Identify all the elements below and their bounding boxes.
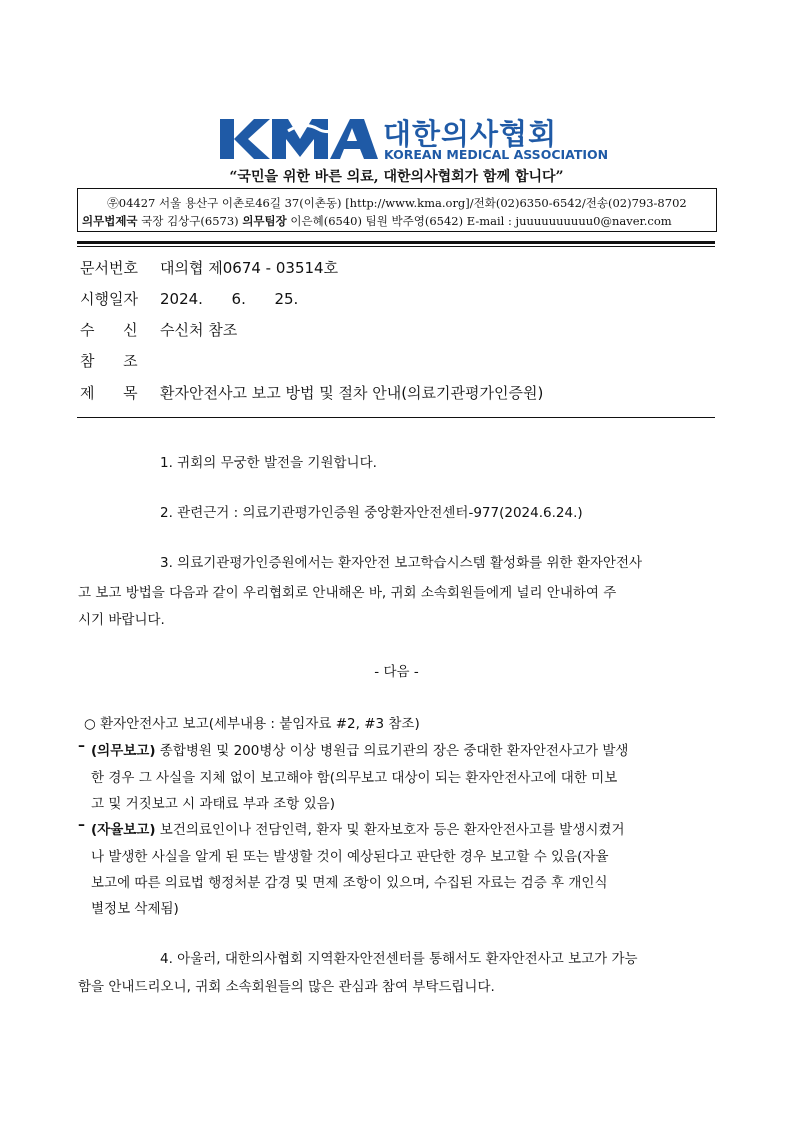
item-2-line-3: 보고에 따른 의료법 행정처분 감경 및 면제 조항이 있으며, 수집된 자료는 검증 후 개인식 (91, 875, 608, 891)
subject-label: 제 목 (80, 384, 138, 402)
doc-number-label: 문서번호 (80, 259, 138, 277)
item-2-line-1 (91, 818, 625, 838)
paragraph-3-line-2: 고 보고 방법을 다음과 같이 우리협회로 안내해온 바, 귀회 소속회원들에게 널리 안내하여 주 (78, 585, 617, 601)
paragraph-1: 1. 귀회의 무궁한 발전을 기원합니다. (160, 455, 377, 471)
next-heading: - 다음 - (374, 664, 419, 680)
dept1-label: 의무법제국 (82, 214, 138, 228)
paragraph-4-line-1: 4. 아울러, 대한의사협회 지역환자안전센터를 통해서도 환자안전사고 보고가 가능 (160, 951, 638, 967)
address-line: ㉾04427 서울 용산구 이촌로46길 37(이촌동) [http://www.kma.org]/전화(02)6350-6542/전송(02)793-8702 (107, 196, 687, 210)
reference-row (80, 350, 160, 371)
header-divider-thin (77, 246, 715, 247)
slogan: “국민을 위한 바른 의료, 대한의사협회가 함께 합니다” (229, 169, 564, 185)
item-1-keyword: (의무보고) (91, 743, 156, 759)
paragraph-3-line-3: 시기 바랍니다. (78, 612, 165, 628)
item-1-line-2: 한 경우 그 사실을 지체 없이 보고해야 함(의무보고 대상이 되는 환자안전사고에 대한 미보 (91, 770, 618, 786)
meta-divider (77, 417, 715, 418)
bullet-dash-1: – (78, 738, 85, 754)
header-divider-thick (77, 241, 715, 244)
paragraph-2: 2. 관련근거 : 의료기관평가인증원 중앙환자안전센터-977(2024.6.24.) (160, 505, 583, 521)
doc-number-row (80, 257, 338, 278)
item-2-line-4: 별정보 삭제됨) (91, 901, 179, 917)
item-1-line-3: 고 및 거짓보고 시 과태료 부과 조항 있음) (91, 796, 335, 812)
dept1-people: 국장 김상구(6573) (137, 214, 243, 228)
date-label: 시행일자 (80, 290, 138, 308)
paragraph-4-line-2: 함을 안내드리오니, 귀회 소속회원들의 많은 관심과 참여 부탁드립니다. (78, 979, 495, 995)
item-1-line-1 (91, 739, 628, 759)
item-2-keyword: (자율보고) (91, 822, 156, 838)
item-2-text: 보건의료인이나 전담인력, 환자 및 환자보호자 등은 환자안전사고를 발생시켰거 (155, 822, 625, 838)
reference-label: 참 조 (80, 352, 138, 370)
recipient-value: 수신처 참조 (160, 321, 238, 339)
contact-box (77, 188, 717, 232)
department-line (82, 213, 672, 229)
dept2-label: 의무팀장 (242, 214, 287, 228)
doc-number-value: 대의협 제0674 - 03514호 (160, 259, 339, 277)
recipient-label: 수 신 (80, 321, 138, 339)
org-name-korean: 대한의사협회 (383, 117, 558, 151)
subject-row (80, 382, 543, 403)
date-value: 2024. 6. 25. (160, 290, 299, 308)
bullet-dash-2: – (78, 817, 85, 833)
recipient-row (80, 319, 237, 340)
item-2-line-2: 나 발생한 사실을 알게 된 또는 발생할 것이 예상된다고 판단한 경우 보고할 수 있음(자율 (91, 849, 609, 865)
item-1-text: 종합병원 및 200병상 이상 병원급 의료기관의 장은 중대한 환자안전사고가 발생 (155, 743, 629, 759)
subject-value: 환자안전사고 보고 방법 및 절차 안내(의료기관평가인증원) (160, 384, 544, 402)
section-title: ○ 환자안전사고 보고(세부내용 : 붙임자료 #2, #3 참조) (84, 716, 420, 732)
dept2-people: 이은혜(6540) 팀원 박주영(6542) E-mail : juuuuuuuuuu0@naver.com (286, 214, 672, 228)
kma-logo-mark (218, 117, 378, 161)
date-row (80, 288, 298, 309)
org-name-english: KOREAN MEDICAL ASSOCIATION (384, 147, 609, 162)
paragraph-3-line-1: 3. 의료기관평가인증원에서는 환자안전 보고학습시스템 활성화를 위한 환자안전사 (160, 555, 643, 571)
